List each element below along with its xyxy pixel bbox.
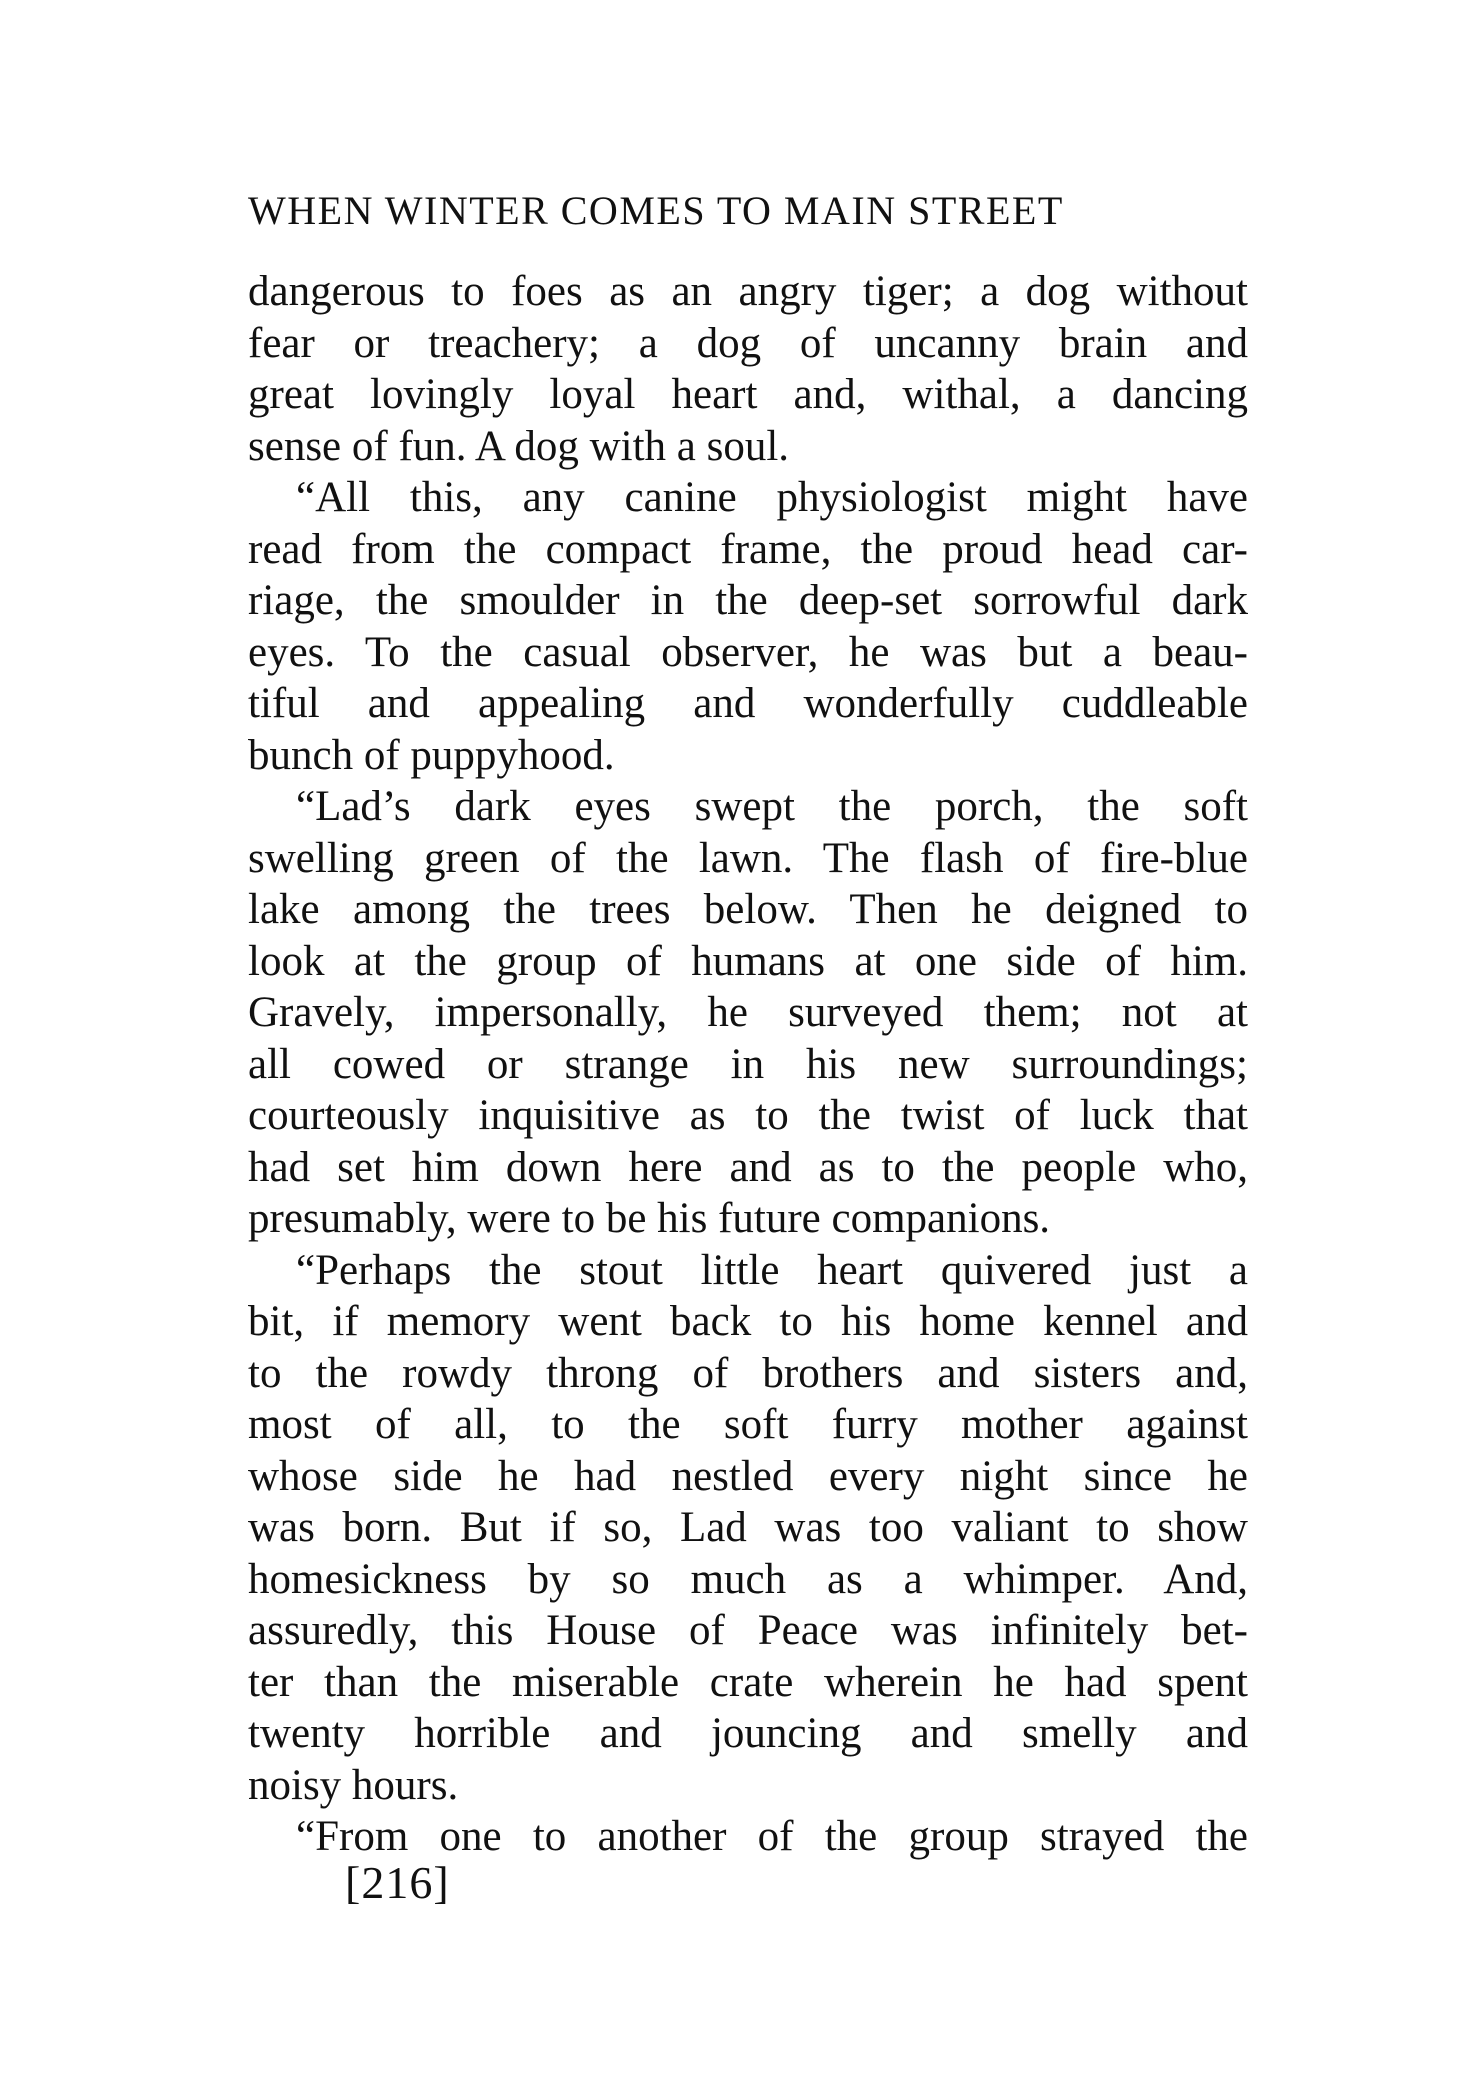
paragraph-start-line: “Perhaps the stout little heart quivered just a [296,1246,1248,1294]
text-line: tiful and appealing and wonderfully cuddleable [248,680,1248,727]
text-line: riage, the smoulder in the deep-set sorrowful dark [248,577,1248,624]
running-head: WHEN WINTER COMES TO MAIN STREET [248,188,1064,233]
text-line: eyes. To the casual observer, he was but a beau- [248,628,1248,676]
text-line: bunch of puppyhood. [248,731,615,779]
text-line: presumably, were to be his future companions. [248,1195,1051,1242]
text-line: had set him down here and as to the people who, [248,1143,1248,1191]
text-line: great lovingly loyal heart and, withal, a dancing [248,371,1248,418]
page-number: [216] [345,1857,450,1908]
text-line: courteously inquisitive as to the twist of luck that [248,1092,1248,1139]
text-line: noisy hours. [248,1761,459,1809]
text-line: assuredly, this House of Peace was infinitely bet- [248,1607,1248,1654]
text-line: dangerous to foes as an angry tiger; a dog without [248,268,1248,315]
text-line: fear or treachery; a dog of uncanny brain and [248,319,1248,367]
paragraph-start-line: “All this, any canine physiologist might have [296,474,1248,521]
text-line: most of all, to the soft furry mother against [248,1401,1248,1448]
text-line: to the rowdy throng of brothers and sisters and, [248,1349,1248,1397]
text-line: whose side he had nestled every night since he [248,1452,1248,1500]
text-line: was born. But if so, Lad was too valiant to show [248,1504,1248,1551]
text-line: lake among the trees below. Then he deigned to [248,886,1248,933]
text-line: swelling green of the lawn. The flash of fire-blue [248,834,1248,882]
text-line: twenty horrible and jouncing and smelly and [248,1710,1248,1757]
text-line: bit, if memory went back to his home kennel and [248,1298,1248,1345]
text-line: read from the compact frame, the proud head car- [248,525,1248,573]
text-line: look at the group of humans at one side of him. [248,937,1248,985]
text-line: Gravely, impersonally, he surveyed them; not at [248,989,1248,1036]
text-line: all cowed or strange in his new surroundings; [248,1040,1248,1088]
text-line: sense of fun. A dog with a soul. [248,422,790,470]
paragraph-start-line: “Lad’s dark eyes swept the porch, the soft [296,783,1248,830]
body-text [248,266,1248,1863]
text-line: ter than the miserable crate wherein he had spent [248,1658,1248,1706]
text-line: homesickness by so much as a whimper. And, [248,1555,1248,1603]
paragraph-start-line: “From one to another of the group strayed the [296,1813,1248,1860]
